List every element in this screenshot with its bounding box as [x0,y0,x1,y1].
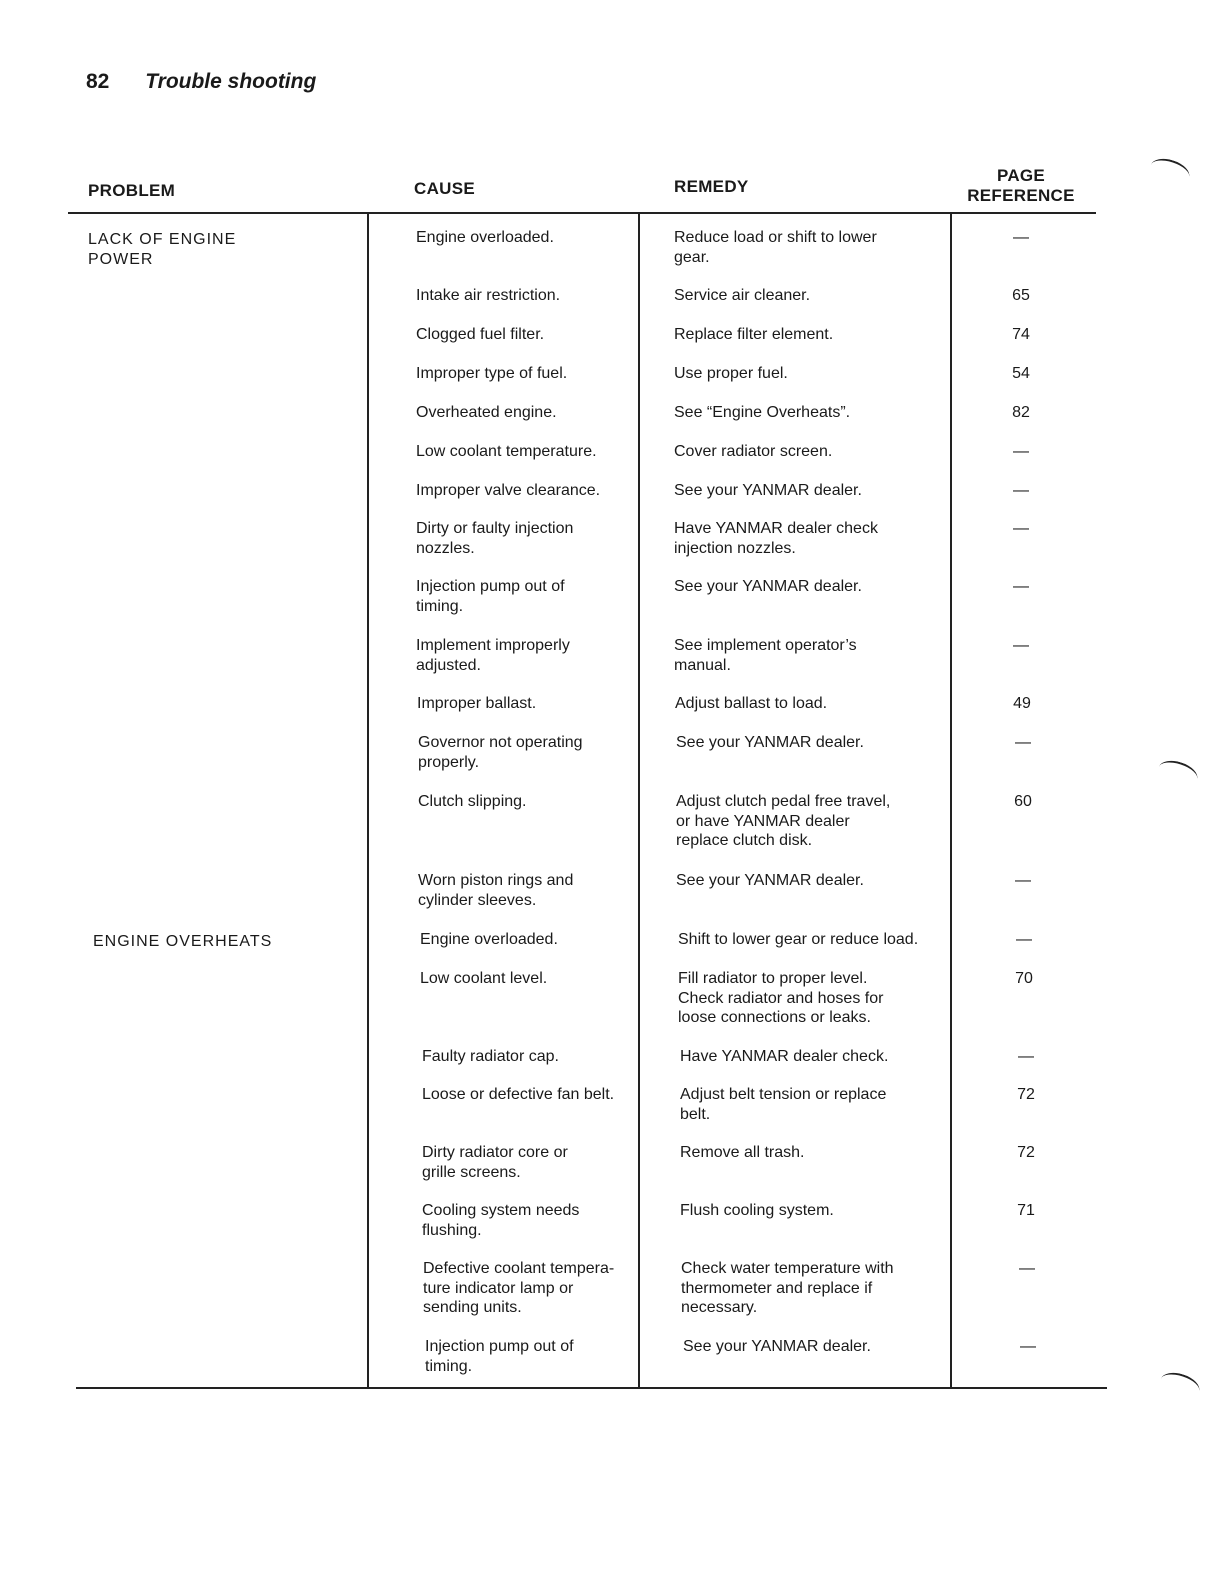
cause-cell: Clutch slipping. [418,793,527,810]
page-reference-cell: 82 [1012,404,1030,421]
page-reference-cell: — [1013,637,1029,654]
page-reference-cell: 74 [1012,326,1030,343]
page-reference-cell: — [1018,1048,1034,1065]
remedy-cell: Flush cooling system. [680,1202,834,1219]
remedy-cell: Adjust belt tension or replace belt. [680,1086,887,1123]
cause-cell: Clogged fuel filter. [416,326,545,343]
page-reference-cell: 49 [1013,695,1031,712]
page-edge-curl-mark [1156,756,1201,789]
remedy-cell: Service air cleaner. [674,287,811,304]
page-reference-cell: 72 [1017,1144,1035,1161]
page-reference-cell: — [1020,1338,1036,1355]
remedy-cell: See “Engine Overheats”. [674,404,851,421]
header-page-reference [951,166,1091,206]
cause-cell: Loose or defective fan belt. [422,1086,615,1103]
cause-cell: Improper type of fuel. [416,365,568,382]
remedy-cell: Shift to lower gear or reduce load. [678,931,919,948]
remedy-cell: Replace filter element. [674,326,834,343]
cause-cell: Improper valve clearance. [416,482,601,499]
cause-cell: Dirty or faulty injection nozzles. [416,520,574,557]
page-reference-cell: — [1013,520,1029,537]
page-reference-cell: 72 [1017,1086,1035,1103]
remedy-cell: Remove all trash. [680,1144,805,1161]
remedy-cell: See your YANMAR dealer. [676,734,864,751]
page-reference-cell: 60 [1014,793,1032,810]
cause-cell: Defective coolant tempera- ture indicator lamp or sending units. [423,1260,615,1316]
page-reference-cell: — [1016,931,1032,948]
remedy-cell: See your YANMAR dealer. [674,482,862,499]
page-reference-cell: 71 [1017,1202,1035,1219]
page-reference-cell: — [1013,443,1029,460]
remedy-cell: Have YANMAR dealer check. [680,1048,889,1065]
remedy-cell: Reduce load or shift to lower gear. [674,229,877,266]
remedy-cell: Have YANMAR dealer check injection nozzles. [674,520,878,557]
remedy-cell: Use proper fuel. [674,365,788,382]
cause-cell: Engine overloaded. [420,931,558,948]
problem-lack-of-engine-power: LACK OF ENGINE POWER [88,231,237,268]
table-top-rule [68,212,1096,214]
page-reference-cell: — [1015,734,1031,751]
header-remedy: REMEDY [674,177,749,196]
header-page-ref-line2: REFERENCE [967,186,1075,205]
remedy-cell: See implement operator’s manual. [674,637,857,674]
page-reference-cell: — [1013,229,1029,246]
page-reference-cell: 65 [1012,287,1030,304]
remedy-cell: Cover radiator screen. [674,443,833,460]
table-bottom-rule [76,1387,1107,1389]
header-cause: CAUSE [414,179,476,198]
remedy-cell: Adjust clutch pedal free travel, or have YANMAR dealer replace clutch disk. [676,793,891,849]
page-reference-cell: — [1013,482,1029,499]
page-number: 82 [86,70,110,93]
page-reference-cell: — [1013,578,1029,595]
page-reference-cell: 54 [1012,365,1030,382]
page-title: Trouble shooting [145,70,317,93]
remedy-cell: See your YANMAR dealer. [676,872,864,889]
remedy-cell: Fill radiator to proper level. Check radiator and hoses for loose connections or leaks. [678,970,884,1026]
cause-cell: Low coolant temperature. [416,443,597,460]
cause-cell: Low coolant level. [420,970,548,987]
remedy-cell: See your YANMAR dealer. [674,578,862,595]
cause-cell: Injection pump out of timing. [425,1338,574,1375]
page-edge-curl-mark [1148,154,1193,187]
page-reference-cell: — [1019,1260,1035,1277]
remedy-cell: Adjust ballast to load. [675,695,828,712]
page-edge-curl-mark [1158,1368,1203,1401]
page-header [86,70,316,94]
problem-engine-overheats: ENGINE OVERHEATS [93,933,273,950]
cause-cell: Improper ballast. [417,695,537,712]
cause-cell: Overheated engine. [416,404,557,421]
cause-cell: Cooling system needs flushing. [422,1202,580,1239]
page-reference-cell: — [1015,872,1031,889]
remedy-cell: Check water temperature with thermometer and replace if necessary. [681,1260,894,1316]
header-page-ref-line1: PAGE [996,166,1046,185]
header-problem: PROBLEM [88,181,176,200]
cause-cell: Injection pump out of timing. [416,578,565,615]
cause-cell: Intake air restriction. [416,287,561,304]
remedy-cell: See your YANMAR dealer. [683,1338,871,1355]
cause-cell: Worn piston rings and cylinder sleeves. [418,872,574,909]
cause-cell: Engine overloaded. [416,229,554,246]
page-reference-cell: 70 [1015,970,1033,987]
cause-cell: Governor not operating properly. [418,734,583,771]
cause-cell: Implement improperly adjusted. [416,637,570,674]
column-divider-cause [367,213,369,1389]
cause-cell: Dirty radiator core or grille screens. [422,1144,568,1181]
cause-cell: Faulty radiator cap. [422,1048,559,1065]
